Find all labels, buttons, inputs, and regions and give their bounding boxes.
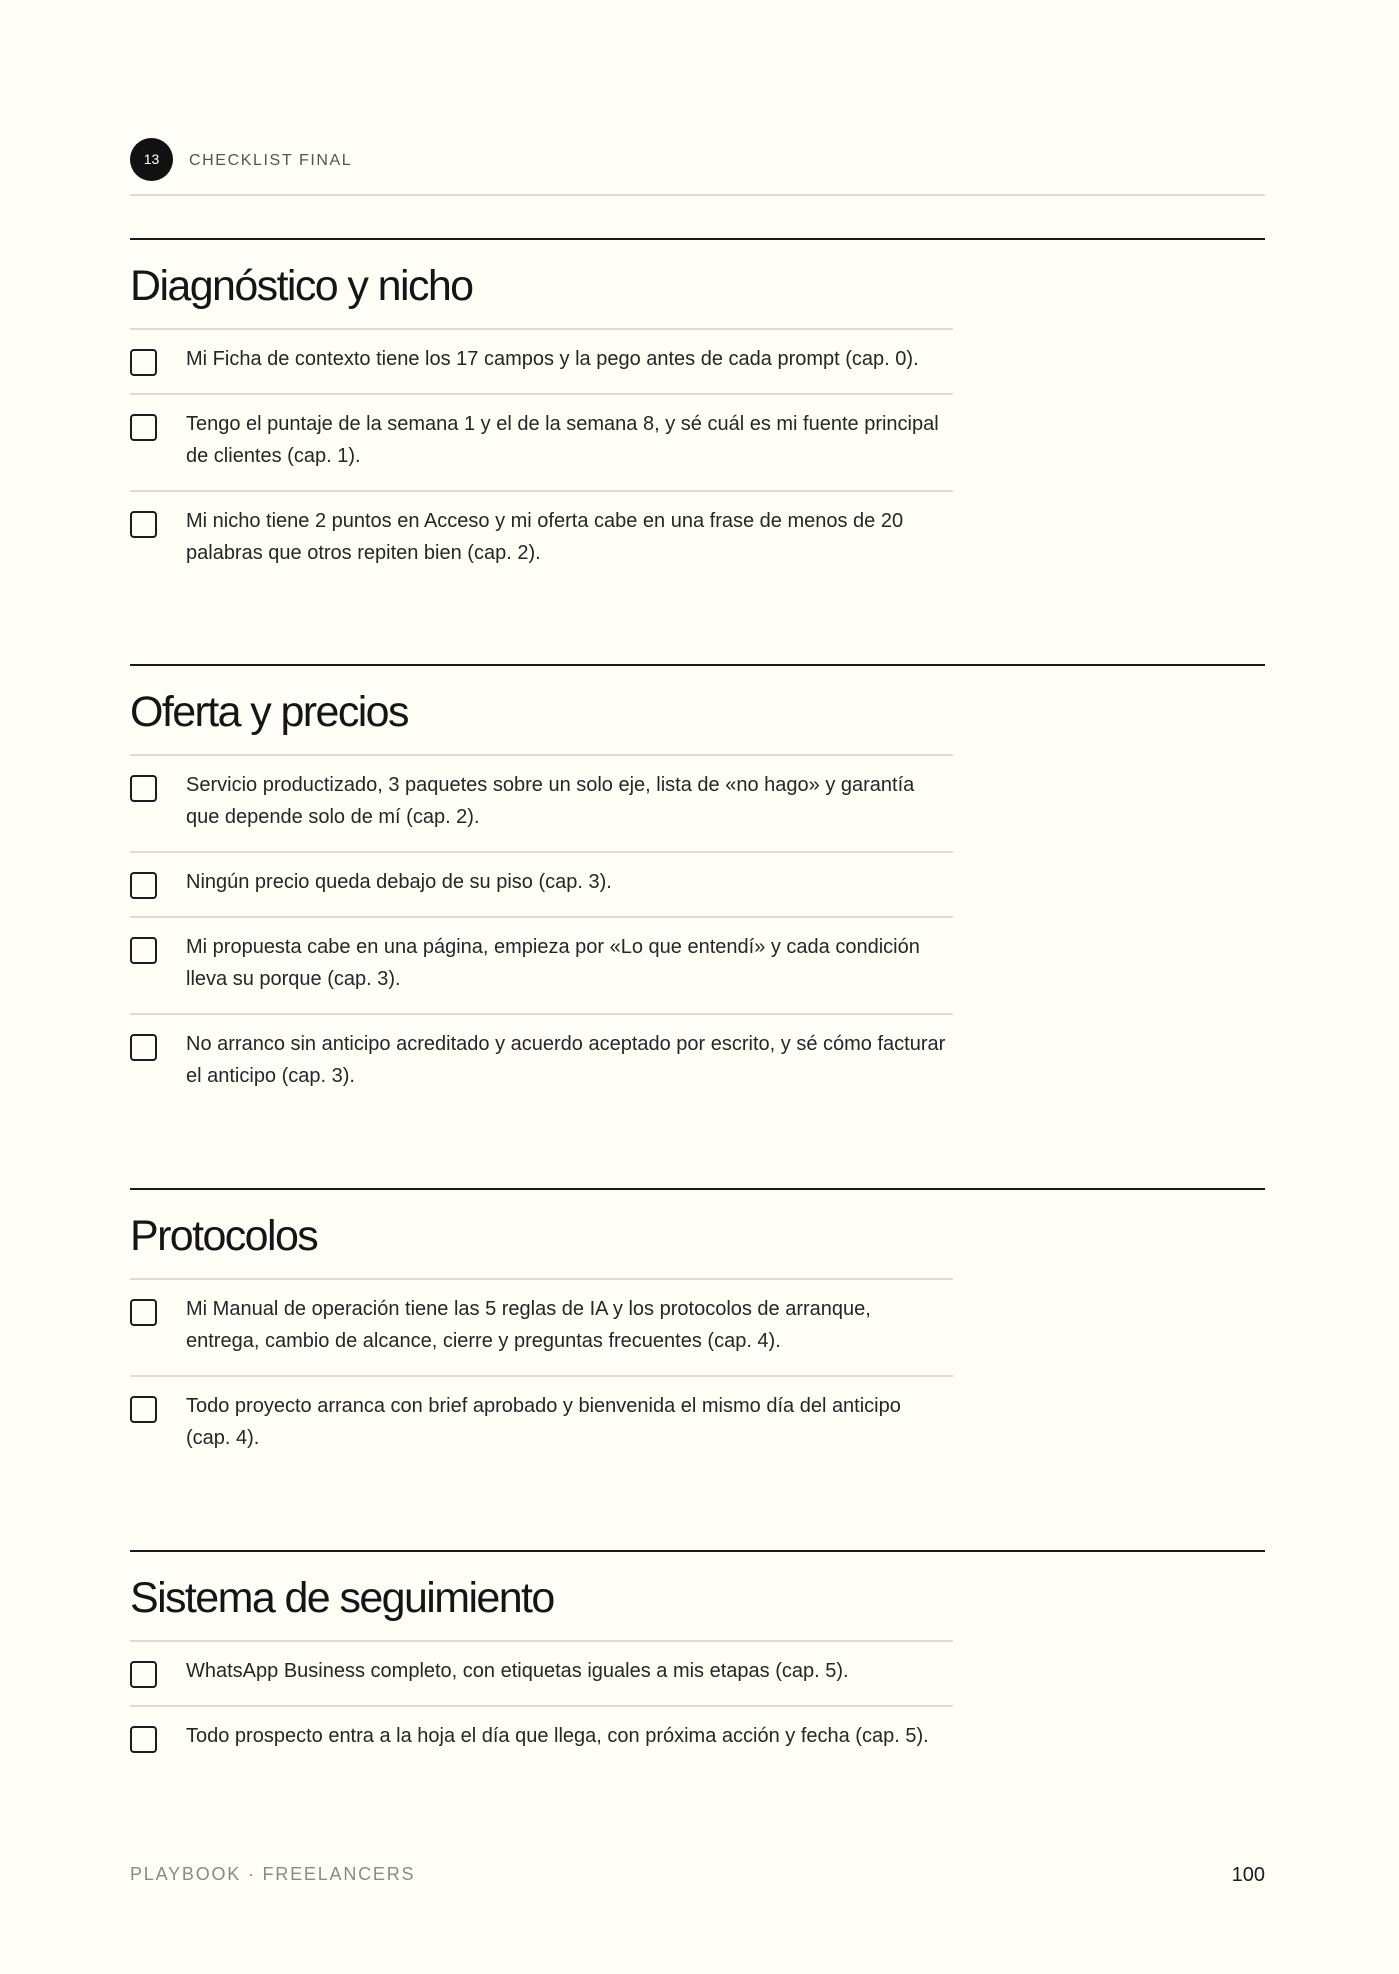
checklist-item — [130, 330, 953, 395]
checklist-item — [130, 853, 953, 918]
checklist-item — [130, 1377, 953, 1474]
checklist-item-text: Servicio productizado, 3 paquetes sobre un solo eje, lista de «no hago» y garantía que depende solo de mí (cap. 2). — [186, 774, 915, 828]
checkbox[interactable] — [130, 775, 157, 802]
checkbox[interactable] — [130, 1396, 157, 1423]
checkbox[interactable] — [130, 937, 157, 964]
checklist-item — [130, 492, 953, 589]
checklist — [130, 756, 953, 1112]
checklist-item-text: Tengo el puntaje de la semana 1 y el de la semana 8, y sé cuál es mi fuente principal de clientes (cap. 1). — [186, 413, 939, 467]
footer-book-title: PLAYBOOK · FREELANCERS — [130, 1864, 416, 1884]
checkbox[interactable] — [130, 1726, 157, 1753]
section-title: Oferta y precios — [130, 686, 953, 756]
chapter-label: CHECKLIST FINAL — [189, 152, 353, 169]
checklist-item — [130, 1015, 953, 1112]
checklist-item — [130, 1642, 953, 1707]
checklist-item-text: Todo prospecto entra a la hoja el día que llega, con próxima acción y fecha (cap. 5). — [186, 1725, 929, 1747]
checklist-item — [130, 1707, 953, 1804]
section-title: Protocolos — [130, 1210, 953, 1280]
checklist-item — [130, 918, 953, 1015]
section-protocolos — [130, 1188, 1265, 1474]
checklist-item-text: No arranco sin anticipo acreditado y acuerdo aceptado por escrito, y sé cómo facturar el anticipo (cap. 3). — [186, 1033, 946, 1087]
checkbox[interactable] — [130, 414, 157, 441]
checkbox[interactable] — [130, 511, 157, 538]
section-diagnostico-y-nicho — [130, 238, 1265, 589]
section-sistema-de-seguimiento — [130, 1550, 1265, 1804]
checklist-item — [130, 1280, 953, 1377]
checkbox[interactable] — [130, 1299, 157, 1326]
section-title: Sistema de seguimiento — [130, 1572, 953, 1642]
checklist-item-text: Todo proyecto arranca con brief aprobado y bienvenida el mismo día del anticipo (cap. 4). — [186, 1395, 901, 1449]
section-oferta-y-precios — [130, 664, 1265, 1112]
checklist-item-text: Mi nicho tiene 2 puntos en Acceso y mi oferta cabe en una frase de menos de 20 palabras que otros repiten bien (cap. 2). — [186, 510, 904, 564]
checklist-item-text: Mi Manual de operación tiene las 5 reglas de IA y los protocolos de arranque, entrega, cambio de alcance, cierre y preguntas frecuentes (cap. 4). — [186, 1298, 871, 1352]
checklist-item-text: Ningún precio queda debajo de su piso (cap. 3). — [186, 871, 612, 893]
checkbox[interactable] — [130, 349, 157, 376]
checklist-item — [130, 756, 953, 853]
checkbox[interactable] — [130, 1661, 157, 1688]
checklist-item-text: Mi propuesta cabe en una página, empieza por «Lo que entendí» y cada condición lleva su porque (cap. 3). — [186, 936, 920, 990]
chapter-number-badge: 13 — [130, 138, 173, 181]
checklist — [130, 330, 953, 589]
checkbox[interactable] — [130, 1034, 157, 1061]
checkbox[interactable] — [130, 872, 157, 899]
section-title: Diagnóstico y nicho — [130, 260, 953, 330]
checklist-item-text: WhatsApp Business completo, con etiquetas iguales a mis etapas (cap. 5). — [186, 1660, 849, 1682]
page-number: 100 — [1231, 1864, 1265, 1886]
checklist-item-text: Mi Ficha de contexto tiene los 17 campos y la pego antes de cada prompt (cap. 0). — [186, 348, 919, 370]
checklist — [130, 1280, 953, 1474]
checklist-item — [130, 395, 953, 492]
checklist — [130, 1642, 953, 1804]
page-header — [130, 138, 1265, 196]
